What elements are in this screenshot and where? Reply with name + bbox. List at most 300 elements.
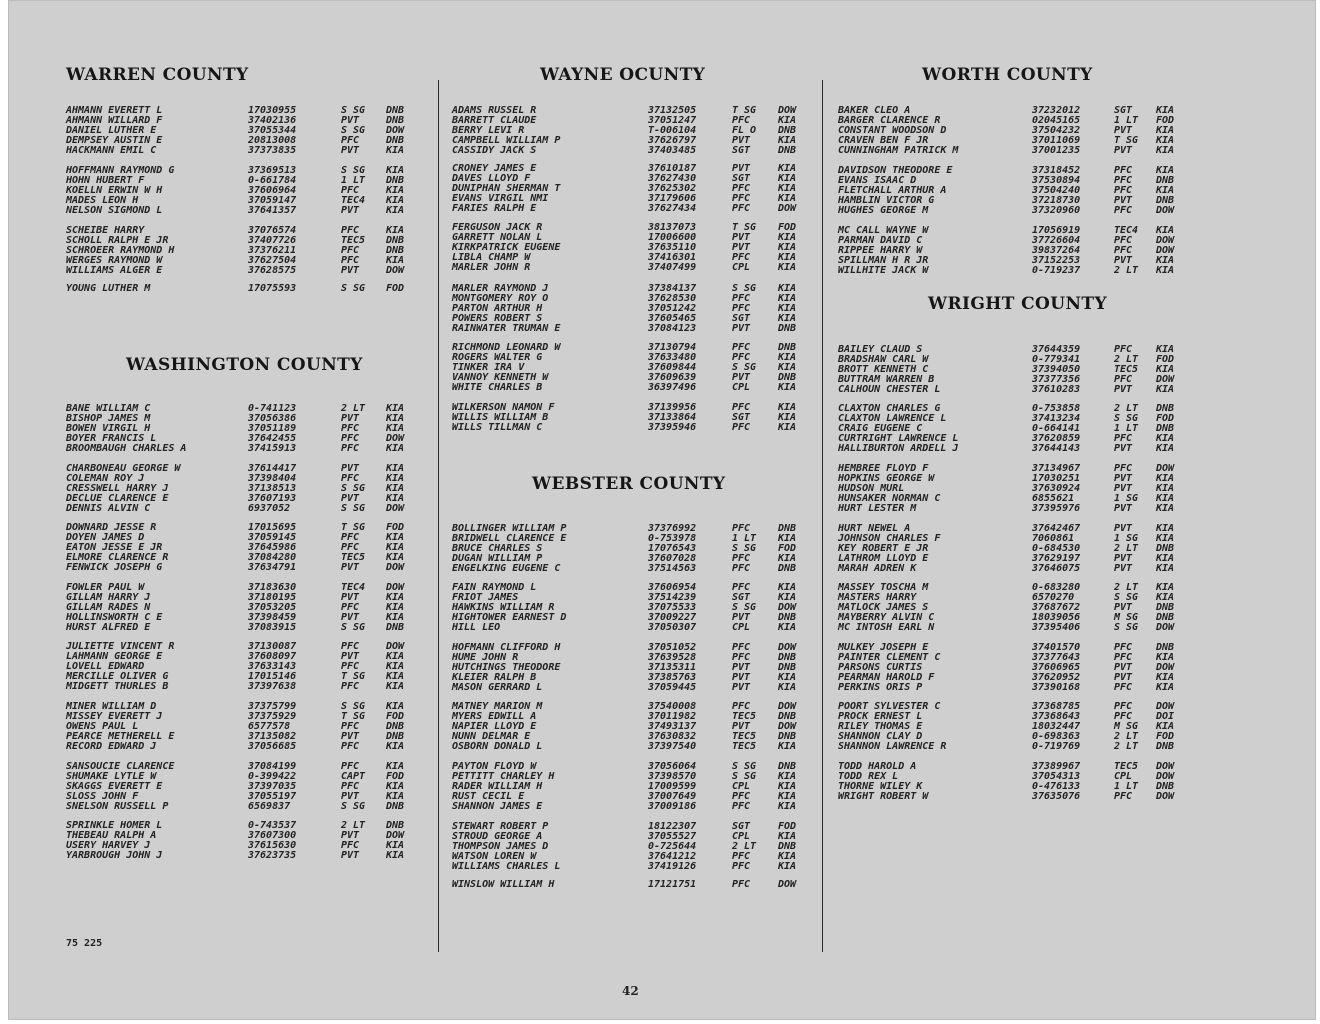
serial-number: 17015695 bbox=[248, 522, 297, 533]
soldier-name: WILLIAMS ALGER E bbox=[66, 265, 163, 276]
soldier-name: ELMORE CLARENCE R bbox=[66, 552, 169, 563]
serial-number: 37376211 bbox=[248, 245, 297, 256]
rank: 1 LT bbox=[1114, 423, 1139, 434]
serial-number: 37139956 bbox=[648, 402, 697, 413]
soldier-name: KLEIER RALPH B bbox=[452, 672, 537, 683]
rank: TEC5 bbox=[341, 235, 366, 246]
soldier-name: BOWEN VIRGIL H bbox=[66, 423, 151, 434]
rank: SGT bbox=[732, 412, 751, 423]
rank: PVT bbox=[1114, 503, 1133, 514]
serial-number: 17009599 bbox=[648, 781, 697, 792]
serial-number: 37627504 bbox=[248, 255, 297, 266]
serial-number: 37635076 bbox=[1032, 791, 1081, 802]
status: DOW bbox=[386, 562, 405, 573]
serial-number: 37395976 bbox=[1032, 503, 1081, 514]
soldier-name: DEMPSEY AUSTIN E bbox=[66, 135, 163, 146]
soldier-name: HUME JOHN R bbox=[452, 652, 519, 663]
rank: TEC4 bbox=[341, 582, 366, 593]
serial-number: 0-741123 bbox=[248, 403, 297, 414]
rank: PVT bbox=[1114, 662, 1133, 673]
rank: T SG bbox=[341, 711, 366, 722]
soldier-name: NAPIER LLOYD E bbox=[452, 721, 537, 732]
serial-number: 37011069 bbox=[1032, 135, 1081, 146]
rank: PFC bbox=[341, 602, 360, 613]
soldier-name: CAMPBELL WILLIAM P bbox=[452, 135, 561, 146]
status: KIA bbox=[778, 781, 797, 792]
soldier-name: DENNIS ALVIN C bbox=[66, 503, 151, 514]
soldier-name: BAKER CLEO A bbox=[838, 105, 911, 116]
status: DOW bbox=[778, 602, 797, 613]
rank: SGT bbox=[732, 821, 751, 832]
status: FOD bbox=[386, 283, 405, 294]
rank: PFC bbox=[1114, 711, 1133, 722]
rank: PFC bbox=[341, 681, 360, 692]
serial-number: 37373835 bbox=[248, 145, 297, 156]
serial-number: 0-753978 bbox=[648, 533, 697, 544]
status: DOW bbox=[778, 203, 797, 214]
rank: 2 LT bbox=[341, 403, 366, 414]
rank: SGT bbox=[732, 592, 751, 603]
status: KIA bbox=[386, 651, 405, 662]
rank: PVT bbox=[341, 731, 360, 742]
soldier-name: FERGUSON JACK R bbox=[452, 222, 543, 233]
rank: S SG bbox=[341, 701, 366, 712]
soldier-name: LIBLA CHAMP W bbox=[452, 252, 531, 263]
soldier-name: LAHMANN GEORGE E bbox=[66, 651, 163, 662]
rank: CPL bbox=[1114, 771, 1133, 782]
status: KIA bbox=[1156, 533, 1175, 544]
status: DNB bbox=[778, 145, 797, 156]
rank: PFC bbox=[1114, 463, 1133, 474]
serial-number: 37051189 bbox=[248, 423, 297, 434]
soldier-name: PROCK ERNEST L bbox=[838, 711, 923, 722]
column-divider-1 bbox=[438, 80, 439, 952]
status: KIA bbox=[386, 225, 405, 236]
status: DNB bbox=[386, 235, 405, 246]
serial-number: 37075533 bbox=[648, 602, 697, 613]
status: KIA bbox=[386, 145, 405, 156]
rank: PFC bbox=[1114, 374, 1133, 385]
status: KIA bbox=[778, 163, 797, 174]
rank: PVT bbox=[732, 135, 751, 146]
soldier-name: PEARMAN HAROLD F bbox=[838, 672, 935, 683]
serial-number: 37318452 bbox=[1032, 165, 1081, 176]
rank: PVT bbox=[341, 791, 360, 802]
soldier-name: HACKMANN EMIL C bbox=[66, 145, 157, 156]
status: KIA bbox=[1156, 523, 1175, 534]
rank: 1 LT bbox=[732, 533, 757, 544]
status: DOW bbox=[1156, 662, 1175, 673]
soldier-name: PEARCE METHERELL E bbox=[66, 731, 175, 742]
status: DOW bbox=[1156, 374, 1175, 385]
soldier-name: AHMANN EVERETT L bbox=[66, 105, 163, 116]
soldier-name: BRIDWELL CLARENCE E bbox=[452, 533, 567, 544]
rank: PFC bbox=[341, 185, 360, 196]
serial-number: 18122307 bbox=[648, 821, 697, 832]
status: KIA bbox=[778, 115, 797, 126]
serial-number: 37180195 bbox=[248, 592, 297, 603]
rank: PVT bbox=[1114, 384, 1133, 395]
serial-number: 37398459 bbox=[248, 612, 297, 623]
status: DOW bbox=[778, 879, 797, 890]
serial-number: 37377643 bbox=[1032, 652, 1081, 663]
status: DOW bbox=[1156, 235, 1175, 246]
status: KIA bbox=[386, 443, 405, 454]
rank: TEC4 bbox=[341, 195, 366, 206]
rank: PVT bbox=[1114, 602, 1133, 613]
soldier-name: MATLOCK JAMES S bbox=[838, 602, 929, 613]
status: KIA bbox=[778, 262, 797, 273]
soldier-name: MISSEY EVERETT J bbox=[66, 711, 163, 722]
rank: T SG bbox=[732, 222, 757, 233]
rank: PVT bbox=[732, 242, 751, 253]
status: KIA bbox=[778, 283, 797, 294]
rank: S SG bbox=[341, 105, 366, 116]
status: KIA bbox=[386, 532, 405, 543]
rank: PFC bbox=[732, 115, 751, 126]
soldier-name: STROUD GEORGE A bbox=[452, 831, 543, 842]
status: DNB bbox=[778, 841, 797, 852]
status: KIA bbox=[1156, 503, 1175, 514]
status: KIA bbox=[386, 195, 405, 206]
status: DNB bbox=[386, 135, 405, 146]
rank: 1 LT bbox=[1114, 781, 1139, 792]
status: KIA bbox=[778, 861, 797, 872]
rank: S SG bbox=[341, 483, 366, 494]
rank: PFC bbox=[1114, 344, 1133, 355]
rank: PVT bbox=[732, 682, 751, 693]
status: FOD bbox=[778, 821, 797, 832]
rank: PVT bbox=[1114, 195, 1133, 206]
status: KIA bbox=[778, 801, 797, 812]
rank: T SG bbox=[1114, 135, 1139, 146]
status: FOD bbox=[1156, 354, 1175, 365]
status: DOW bbox=[1156, 701, 1175, 712]
status: DOW bbox=[386, 830, 405, 841]
status: KIA bbox=[1156, 384, 1175, 395]
status: KIA bbox=[778, 313, 797, 324]
serial-number: 37687672 bbox=[1032, 602, 1081, 613]
soldier-name: SPRINKLE HOMER L bbox=[66, 820, 163, 831]
serial-number: 37368785 bbox=[1032, 701, 1081, 712]
status: DNB bbox=[386, 175, 405, 186]
soldier-name: PAINTER CLEMENT C bbox=[838, 652, 941, 663]
rank: PVT bbox=[1114, 125, 1133, 136]
soldier-name: HURT NEWEL A bbox=[838, 523, 911, 534]
rank: PVT bbox=[1114, 145, 1133, 156]
serial-number: 39837264 bbox=[1032, 245, 1081, 256]
soldier-name: HOFFMANN RAYMOND G bbox=[66, 165, 175, 176]
status: KIA bbox=[386, 483, 405, 494]
county-title-wright: WRIGHT COUNTY bbox=[928, 294, 1108, 314]
rank: PFC bbox=[732, 801, 751, 812]
status: DOW bbox=[1156, 791, 1175, 802]
serial-number: 37646075 bbox=[1032, 563, 1081, 574]
serial-number: 37084199 bbox=[248, 761, 297, 772]
status: KIA bbox=[386, 791, 405, 802]
serial-number: 37504232 bbox=[1032, 125, 1081, 136]
status: DOW bbox=[1156, 205, 1175, 216]
status: KIA bbox=[1156, 493, 1175, 504]
serial-number: T-006104 bbox=[648, 125, 697, 136]
serial-number: 37055197 bbox=[248, 791, 297, 802]
soldier-name: BARRETT CLAUDE bbox=[452, 115, 537, 126]
soldier-name: MADES LEON H bbox=[66, 195, 139, 206]
rank: PVT bbox=[341, 592, 360, 603]
rank: CPL bbox=[732, 831, 751, 842]
status: KIA bbox=[778, 135, 797, 146]
status: FOD bbox=[386, 771, 405, 782]
status: KIA bbox=[1156, 682, 1175, 693]
status: DNB bbox=[386, 801, 405, 812]
rank: PVT bbox=[1114, 483, 1133, 494]
serial-number: 0-719237 bbox=[1032, 265, 1081, 276]
serial-number: 37614417 bbox=[248, 463, 297, 474]
status: KIA bbox=[1156, 592, 1175, 603]
serial-number: 0-719769 bbox=[1032, 741, 1081, 752]
soldier-name: FRIOT JAMES bbox=[452, 592, 519, 603]
serial-number: 6570270 bbox=[1032, 592, 1075, 603]
soldier-name: PAYTON FLOYD W bbox=[452, 761, 537, 772]
serial-number: 37009227 bbox=[648, 612, 697, 623]
soldier-name: HOPKINS GEORGE W bbox=[838, 473, 935, 484]
status: DNB bbox=[386, 245, 405, 256]
rank: PFC bbox=[341, 641, 360, 652]
status: KIA bbox=[778, 741, 797, 752]
serial-number: 0-399422 bbox=[248, 771, 297, 782]
rank: M SG bbox=[1114, 721, 1139, 732]
soldier-name: CLAXTON LAWRENCE L bbox=[838, 413, 947, 424]
rank: S SG bbox=[732, 771, 757, 782]
soldier-name: BUTTRAM WARREN B bbox=[838, 374, 935, 385]
status: KIA bbox=[1156, 344, 1175, 355]
rank: M SG bbox=[1114, 612, 1139, 623]
soldier-name: BOLLINGER WILLIAM P bbox=[452, 523, 567, 534]
serial-number: 37605465 bbox=[648, 313, 697, 324]
soldier-name: NELSON SIGMOND L bbox=[66, 205, 163, 216]
serial-number: 37138513 bbox=[248, 483, 297, 494]
county-title-warren: WARREN COUNTY bbox=[66, 65, 249, 85]
rank: PVT bbox=[1114, 553, 1133, 564]
serial-number: 37375799 bbox=[248, 701, 297, 712]
serial-number: 37053205 bbox=[248, 602, 297, 613]
soldier-name: BRADSHAW CARL W bbox=[838, 354, 929, 365]
serial-number: 37620859 bbox=[1032, 433, 1081, 444]
soldier-name: MINER WILLIAM D bbox=[66, 701, 157, 712]
soldier-name: OSBORN DONALD L bbox=[452, 741, 543, 752]
soldier-name: COLEMAN ROY J bbox=[66, 473, 145, 484]
rank: PFC bbox=[732, 701, 751, 712]
soldier-name: SHUMAKE LYTLE W bbox=[66, 771, 157, 782]
rank: FL O bbox=[732, 125, 757, 136]
status: KIA bbox=[1156, 125, 1175, 136]
rank: 2 LT bbox=[1114, 403, 1139, 414]
rank: PVT bbox=[732, 163, 751, 174]
status: KIA bbox=[778, 362, 797, 373]
serial-number: 37384137 bbox=[648, 283, 697, 294]
soldier-name: MATNEY MARION M bbox=[452, 701, 543, 712]
rank: 2 LT bbox=[1114, 354, 1139, 365]
status: KIA bbox=[1156, 672, 1175, 683]
rank: PFC bbox=[732, 422, 751, 433]
soldier-name: RAINWATER TRUMAN E bbox=[452, 323, 561, 334]
soldier-name: BISHOP JAMES M bbox=[66, 413, 151, 424]
status: KIA bbox=[778, 303, 797, 314]
rank: PFC bbox=[1114, 245, 1133, 256]
rank: PVT bbox=[341, 265, 360, 276]
soldier-name: HEMBREE FLOYD F bbox=[838, 463, 929, 474]
serial-number: 37633143 bbox=[248, 661, 297, 672]
serial-number: 37609639 bbox=[648, 372, 697, 383]
status: KIA bbox=[778, 412, 797, 423]
serial-number: 37084123 bbox=[648, 323, 697, 334]
status: DNB bbox=[1156, 175, 1175, 186]
status: FOD bbox=[1156, 413, 1175, 424]
soldier-name: GARRETT NOLAN L bbox=[452, 232, 543, 243]
rank: PFC bbox=[732, 582, 751, 593]
soldier-name: BROTT KENNETH C bbox=[838, 364, 929, 375]
status: KIA bbox=[778, 592, 797, 603]
rank: TEC5 bbox=[732, 711, 757, 722]
rank: PFC bbox=[732, 203, 751, 214]
serial-number: 37001235 bbox=[1032, 145, 1081, 156]
rank: PFC bbox=[1114, 701, 1133, 712]
status: DOW bbox=[1156, 245, 1175, 256]
rank: PVT bbox=[341, 850, 360, 861]
soldier-name: VANNOY KENNETH W bbox=[452, 372, 549, 383]
rank: PFC bbox=[1114, 433, 1133, 444]
rank: PFC bbox=[1114, 235, 1133, 246]
rank: PFC bbox=[732, 293, 751, 304]
serial-number: 37059445 bbox=[648, 682, 697, 693]
rank: PVT bbox=[732, 721, 751, 732]
serial-number: 18039056 bbox=[1032, 612, 1081, 623]
serial-number: 37152253 bbox=[1032, 255, 1081, 266]
status: DNB bbox=[778, 731, 797, 742]
status: KIA bbox=[386, 602, 405, 613]
status: DNB bbox=[1156, 423, 1175, 434]
soldier-name: SPILLMAN H R JR bbox=[838, 255, 929, 266]
status: KIA bbox=[778, 553, 797, 564]
soldier-name: RADER WILLIAM H bbox=[452, 781, 543, 792]
serial-number: 37606964 bbox=[248, 185, 297, 196]
soldier-name: WERGES RAYMOND W bbox=[66, 255, 163, 266]
soldier-name: MAYBERRY ALVIN C bbox=[838, 612, 935, 623]
soldier-name: ENGELKING EUGENE C bbox=[452, 563, 561, 574]
rank: PFC bbox=[732, 193, 751, 204]
status: DNB bbox=[778, 662, 797, 673]
serial-number: 37401570 bbox=[1032, 642, 1081, 653]
serial-number: 37056685 bbox=[248, 741, 297, 752]
rank: PFC bbox=[1114, 682, 1133, 693]
rank: PFC bbox=[341, 741, 360, 752]
serial-number: 37625302 bbox=[648, 183, 697, 194]
serial-number: 17030251 bbox=[1032, 473, 1081, 484]
status: FOD bbox=[778, 543, 797, 554]
rank: 2 LT bbox=[341, 820, 366, 831]
rank: PVT bbox=[341, 493, 360, 504]
serial-number: 37645986 bbox=[248, 542, 297, 553]
rank: S SG bbox=[341, 165, 366, 176]
serial-number: 17006600 bbox=[648, 232, 697, 243]
rank: PFC bbox=[1114, 652, 1133, 663]
rank: 1 SG bbox=[1114, 533, 1139, 544]
soldier-name: TINKER IRA V bbox=[452, 362, 525, 373]
status: KIA bbox=[386, 185, 405, 196]
rank: SGT bbox=[732, 313, 751, 324]
status: DNB bbox=[1156, 781, 1175, 792]
serial-number: 37630924 bbox=[1032, 483, 1081, 494]
soldier-name: BARGER CLARENCE R bbox=[838, 115, 941, 126]
soldier-name: BOYER FRANCIS L bbox=[66, 433, 157, 444]
soldier-name: PARTON ARTHUR H bbox=[452, 303, 543, 314]
rank: S SG bbox=[341, 125, 366, 136]
soldier-name: CRAIG EUGENE C bbox=[838, 423, 923, 434]
status: KIA bbox=[1156, 265, 1175, 276]
status: KIA bbox=[1156, 433, 1175, 444]
serial-number: 37011982 bbox=[648, 711, 697, 722]
status: KIA bbox=[1156, 473, 1175, 484]
rank: TEC5 bbox=[1114, 761, 1139, 772]
serial-number: 17075593 bbox=[248, 283, 297, 294]
soldier-name: MC INTOSH EARL N bbox=[838, 622, 935, 633]
rank: PFC bbox=[1114, 185, 1133, 196]
status: KIA bbox=[386, 741, 405, 752]
status: KIA bbox=[1156, 483, 1175, 494]
serial-number: 17056919 bbox=[1032, 225, 1081, 236]
rank: 2 LT bbox=[1114, 265, 1139, 276]
serial-number: 37493137 bbox=[648, 721, 697, 732]
rank: PVT bbox=[732, 612, 751, 623]
status: DOW bbox=[778, 642, 797, 653]
serial-number: 0-743537 bbox=[248, 820, 297, 831]
rank: PVT bbox=[341, 830, 360, 841]
serial-number: 37179606 bbox=[648, 193, 697, 204]
rank: PFC bbox=[341, 781, 360, 792]
soldier-name: HOLLINSWORTH C E bbox=[66, 612, 163, 623]
serial-number: 37644143 bbox=[1032, 443, 1081, 454]
rank: 1 SG bbox=[1114, 493, 1139, 504]
soldier-name: PARMAN DAVID C bbox=[838, 235, 923, 246]
soldier-name: CLAXTON CHARLES G bbox=[838, 403, 941, 414]
soldier-name: YARBROUGH JOHN J bbox=[66, 850, 163, 861]
serial-number: 37389967 bbox=[1032, 761, 1081, 772]
status: DOW bbox=[778, 105, 797, 116]
soldier-name: CUNNINGHAM PATRICK M bbox=[838, 145, 959, 156]
serial-number: 0-661784 bbox=[248, 175, 297, 186]
status: KIA bbox=[386, 165, 405, 176]
serial-number: 0-684530 bbox=[1032, 543, 1081, 554]
serial-number: 37395946 bbox=[648, 422, 697, 433]
status: DOW bbox=[1156, 761, 1175, 772]
status: KIA bbox=[778, 242, 797, 253]
rank: PFC bbox=[732, 791, 751, 802]
serial-number: 37056064 bbox=[648, 761, 697, 772]
serial-number: 37135311 bbox=[648, 662, 697, 673]
soldier-name: TODD REX L bbox=[838, 771, 899, 782]
soldier-name: MASON GERRARD L bbox=[452, 682, 543, 693]
rank: CPL bbox=[732, 622, 751, 633]
soldier-name: WHITE CHARLES B bbox=[452, 382, 543, 393]
status: KIA bbox=[1156, 255, 1175, 266]
status: KIA bbox=[778, 622, 797, 633]
rank: TEC5 bbox=[1114, 364, 1139, 375]
serial-number: 37514239 bbox=[648, 592, 697, 603]
serial-number: 37398570 bbox=[648, 771, 697, 782]
serial-number: 37514563 bbox=[648, 563, 697, 574]
soldier-name: HURST ALFRED E bbox=[66, 622, 151, 633]
rank: PFC bbox=[1114, 642, 1133, 653]
